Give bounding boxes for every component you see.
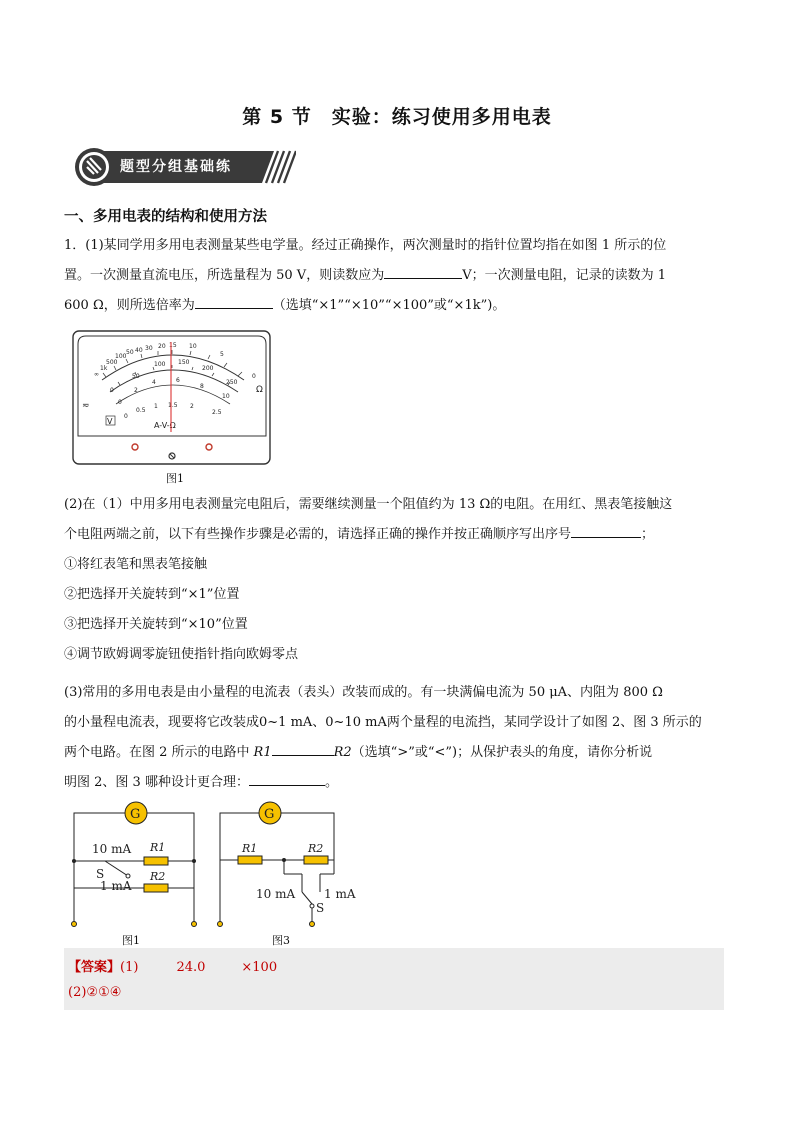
q3-line4-end: 。 <box>324 775 338 790</box>
option-1: ①将红表笔和黑表笔接触 <box>64 557 208 572</box>
galvanometer-b-label: G <box>264 807 275 822</box>
question-2 <box>64 490 724 670</box>
multimeter-figure <box>72 330 272 466</box>
q1-line2 <box>64 261 724 291</box>
r2-a-label: R2 <box>150 870 166 883</box>
q3-line4 <box>64 768 724 798</box>
ohm-label-10: 10 <box>189 343 197 350</box>
circuit-a-caption: 图1 <box>122 934 140 947</box>
circuit-b-caption: 图3 <box>272 934 290 947</box>
q3-line1: (3)常用的多用电表是由小量程的电流表（表头）改装而成的。有一块满偏电流为 50 μA、内阻为 800 Ω <box>64 685 663 700</box>
resistor-r2-b <box>304 856 328 864</box>
switch-a-label: S <box>96 867 105 881</box>
terminal-b-right <box>310 922 315 927</box>
ac-label-0-5: 0.5 <box>136 407 146 414</box>
multimeter-dial <box>72 330 272 466</box>
mid-label-150: 150 <box>178 359 190 366</box>
inner-label-10: 10 <box>222 393 230 400</box>
answer-row-1 <box>68 956 277 975</box>
ac-label-2-5: 2.5 <box>212 409 222 416</box>
option-2: ②把选择开关旋转到“×1”位置 <box>64 587 240 602</box>
q3-r1-symbol: R1 <box>253 745 272 760</box>
ac-label-2: 2 <box>190 403 194 410</box>
inner-label-0: 0 <box>118 399 122 406</box>
ac-label-0: 0 <box>124 413 128 420</box>
q2-line2-end: ； <box>641 527 655 542</box>
multiplier-answer-blank[interactable] <box>195 294 273 309</box>
galvanometer-a-label: G <box>130 807 141 822</box>
r1-a-label: R1 <box>150 841 166 854</box>
q1-line3 <box>64 291 724 321</box>
ohm-label-15: 15 <box>169 342 177 349</box>
q1-line2-tail: V；一次测量电阻，记录的读数为 1 <box>462 268 666 283</box>
answer-box <box>64 948 724 1010</box>
q1-line3-tail: （选填“×1”“×10”“×100”或“×1k”)。 <box>272 298 506 313</box>
q2-line1: (2)在（1）中用多用电表测量完电阻后，需要继续测量一个阻值约为 13 Ω的电阻。在用红、黑表笔接触这 <box>64 497 673 512</box>
ohm-label-5: 5 <box>220 351 224 358</box>
q1-line1: 1．(1)某同学用多用电表测量某些电学量。经过正确操作，两次测量时的指针位置均指在如图 1 所示的位 <box>64 238 667 253</box>
q2-line2 <box>64 520 724 550</box>
right-terminal <box>206 444 212 450</box>
banner-label: 题型分组基础练 <box>120 159 232 175</box>
answer-r1-prefix: (1) <box>120 960 139 975</box>
terminal-a-left <box>72 922 77 927</box>
range-low-a: 1 mA <box>100 879 132 893</box>
terminal-b-left <box>218 922 223 927</box>
r1-b-label: R1 <box>242 842 258 855</box>
ohm-label-50: 50 <box>126 349 134 356</box>
q3-line3-text: 两个电路。在图 2 所示的电路中 <box>64 745 250 760</box>
center-label: A-V-Ω <box>154 421 176 430</box>
section-banner <box>74 147 296 187</box>
q1-line2-text: 置。一次测量直流电压，所选量程为 50 V，则读数应为 <box>64 268 385 283</box>
answer-r2: (2)②①④ <box>68 985 122 1000</box>
resistor-r1-b <box>238 856 262 864</box>
voltage-answer-blank[interactable] <box>384 264 462 279</box>
q3-line3-tail: （选填“>”或“<”)；从保护表头的角度，请你分析说 <box>351 745 653 760</box>
inner-label-6: 6 <box>176 377 180 384</box>
answer-row-2 <box>68 985 121 1000</box>
ohm-label-0: 0 <box>252 373 256 380</box>
switch-b-label: S <box>316 901 325 915</box>
inner-label-8: 8 <box>200 383 204 390</box>
resistor-r2-a <box>144 884 168 892</box>
ac-label-1: 1 <box>154 403 158 410</box>
q3-line2: 的小量程电流表，现要将它改装成0~1 mA、0~10 mA两个量程的电流挡，某同学设计了如图 2、图 3 所示的 <box>64 715 702 730</box>
question-1 <box>64 231 724 321</box>
q1-line3-text: 600 Ω，则所选倍率为 <box>64 298 195 313</box>
inner-label-2: 2 <box>134 387 138 394</box>
range-low-b: 1 mA <box>324 887 356 901</box>
ohm-label-1k: 1k <box>100 365 108 372</box>
option-3: ③把选择开关旋转到“×10”位置 <box>64 617 248 632</box>
range-high-a: 10 mA <box>92 842 132 856</box>
v-symbol: V <box>107 417 113 426</box>
ohm-label-500: 500 <box>106 359 118 366</box>
ohm-label-40: 40 <box>135 347 143 354</box>
ohm-label-20: 20 <box>158 343 166 350</box>
answer-tag: 【答案】 <box>68 960 121 975</box>
page-title: 第 5 节 实验：练习使用多用电表 <box>242 106 552 128</box>
mid-label-50: 50 <box>132 373 140 380</box>
q3-line4-text: 明图 2、图 3 哪种设计更合理： <box>64 775 249 790</box>
inner-label-4: 4 <box>152 379 156 386</box>
circuit-a-svg <box>66 798 206 930</box>
ohm-label-inf: ∞ <box>94 371 99 378</box>
dc-symbol: ≂ <box>82 401 90 411</box>
mid-label-200: 200 <box>202 365 214 372</box>
omega-symbol: Ω <box>256 385 263 395</box>
r2-b-label: R2 <box>308 842 324 855</box>
section-heading: 一、多用电表的结构和使用方法 <box>64 209 267 225</box>
q3-r2-symbol: R2 <box>333 745 352 760</box>
resistor-r1-a <box>144 857 168 865</box>
mid-label-0: 0 <box>110 387 114 394</box>
ohm-label-100: 100 <box>115 353 127 360</box>
circuit-diagram-a <box>66 798 206 930</box>
range-high-b: 10 mA <box>256 887 296 901</box>
terminal-a-right <box>192 922 197 927</box>
ac-label-1-5: 1.5 <box>168 402 178 409</box>
meter-caption: 图1 <box>166 472 184 485</box>
left-terminal <box>132 444 138 450</box>
answer-r1-value-1: 24.0 <box>176 960 206 975</box>
sequence-answer-blank[interactable] <box>571 523 641 538</box>
question-3 <box>64 678 724 798</box>
design-answer-blank[interactable] <box>249 771 325 786</box>
compare-answer-blank[interactable] <box>272 741 334 756</box>
q2-line2-text: 个电阻两端之前，以下有些操作步骤是必需的，请选择正确的操作并按正确顺序写出序号 <box>64 527 572 542</box>
mid-label-100: 100 <box>154 361 166 368</box>
option-4: ④调节欧姆调零旋钮使指针指向欧姆零点 <box>64 647 299 662</box>
mid-label-250: 250 <box>226 379 238 386</box>
circuit-b-svg <box>212 798 362 930</box>
circuit-diagram-b <box>212 798 362 930</box>
q3-line3 <box>64 738 724 768</box>
answer-r1-value-2: ×100 <box>241 960 278 975</box>
ohm-label-30: 30 <box>145 345 153 352</box>
